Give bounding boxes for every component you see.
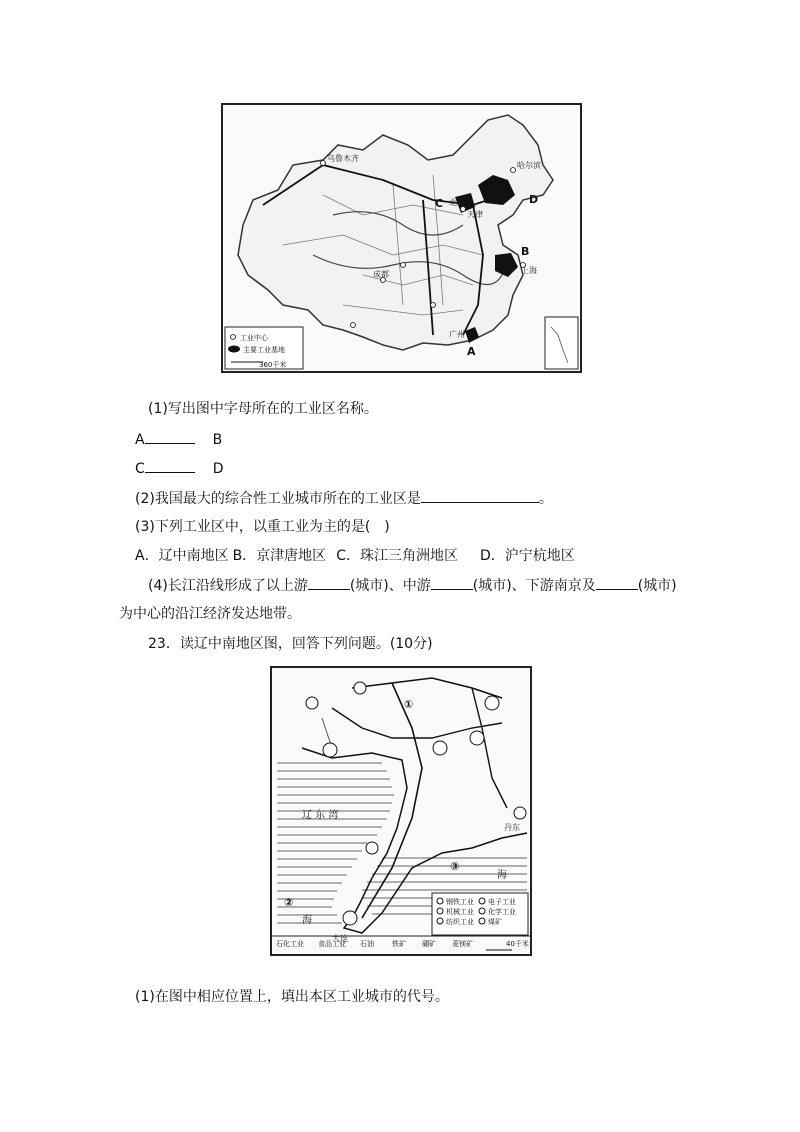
map1-label-d: D xyxy=(529,193,539,206)
map2-circled-2: ② xyxy=(284,896,294,909)
city-urumqi-label: 乌鲁木齐 xyxy=(327,154,359,163)
q1-answer-line-cd xyxy=(135,458,224,479)
legend-coal: 煤矿 xyxy=(488,918,502,926)
legend-magnesite: 菱镁矿 xyxy=(452,940,473,948)
q23-sub1: (1)在图中相应位置上，填出本区工业城市的代号。 xyxy=(135,989,449,1005)
q1-answer-line-ab xyxy=(135,429,222,450)
city-chengdu-label: 成都 xyxy=(373,270,389,279)
q2-text: (2)我国最大的综合性工业城市所在的工业区是 xyxy=(135,491,421,507)
q4-line2: 为中心的沿江经济发达地带。 xyxy=(119,606,301,622)
legend-steel: 钢铁工业 xyxy=(446,898,474,906)
blank-c[interactable] xyxy=(145,458,195,473)
q1-label-b: B xyxy=(212,432,223,448)
map1-legend-scale: 360千米 xyxy=(259,361,287,369)
map2-huanghai: 海 xyxy=(497,870,507,881)
map2-dandong: 丹东 xyxy=(504,823,520,832)
city-shanghai-label: 上海 xyxy=(521,266,537,275)
legend-machinery: 机械工业 xyxy=(446,908,474,916)
blank-q2[interactable] xyxy=(421,488,539,503)
map2-circled-1: ① xyxy=(404,698,414,711)
map2-dalian: 大连 xyxy=(332,934,348,943)
liaozhongnan-map xyxy=(270,666,532,956)
q3-options xyxy=(135,546,575,566)
q3-option-b[interactable]: B．京津唐地区 xyxy=(232,548,327,564)
q1-label-d: D xyxy=(212,461,224,477)
legend-textile: 纺织工业 xyxy=(446,918,474,926)
city-harbin-label: 哈尔滨 xyxy=(517,161,541,170)
q4-part1: (4)长江沿线形成了以上游 xyxy=(148,578,308,594)
q2-end: 。 xyxy=(538,491,553,507)
city-guangzhou-label: 广州 xyxy=(449,330,465,339)
blank-q4-upper[interactable] xyxy=(308,575,350,590)
q4-part3: (城市)、下游南京及 xyxy=(472,578,596,594)
q1-label-c: C xyxy=(135,461,145,477)
map1-legend-base: 主要工业基地 xyxy=(243,346,285,354)
legend-oil: 石油 xyxy=(360,940,374,948)
map1-label-b: B xyxy=(521,245,530,258)
q2-line xyxy=(135,488,553,509)
legend-chemical: 化学工业 xyxy=(488,908,516,916)
q3-option-c[interactable]: C．珠江三角洲地区 xyxy=(336,548,458,564)
city-tianjin-label: 天津 xyxy=(467,210,483,219)
q3-option-a[interactable]: A．辽中南地区 xyxy=(135,548,229,564)
blank-a[interactable] xyxy=(145,429,195,444)
map2-scale: 40千米 xyxy=(506,940,529,948)
map2-liaodong-bay: 辽 东 湾 xyxy=(302,810,339,821)
legend-electronics: 电子工业 xyxy=(488,898,516,906)
china-map-graphic xyxy=(223,105,580,371)
blank-q4-middle[interactable] xyxy=(431,575,473,590)
map2-bohai: 海 xyxy=(302,915,312,926)
legend-iron: 铁矿 xyxy=(392,940,406,948)
q3-option-d[interactable]: D．沪宁杭地区 xyxy=(479,548,575,564)
q1-instruction: (1)写出图中字母所在的工业区名称。 xyxy=(148,401,378,417)
q23-title: 23．读辽中南地区图，回答下列问题。(10分) xyxy=(148,636,433,652)
map1-label-c: C xyxy=(435,197,444,210)
q4-line1 xyxy=(148,575,677,596)
map1-label-a: A xyxy=(467,345,476,358)
blank-q4-lower[interactable] xyxy=(596,575,638,590)
map2-circled-3: ③ xyxy=(450,860,460,873)
q1-label-a: A xyxy=(135,432,145,448)
legend-food: 食品工业 xyxy=(318,940,346,948)
city-beijing-label: 北京 xyxy=(449,198,465,207)
q4-part2: (城市)、中游 xyxy=(349,578,431,594)
liaozhongnan-map-graphic xyxy=(272,668,530,954)
legend-petrochem: 石化工业 xyxy=(276,940,304,948)
map1-legend-center: 工业中心 xyxy=(240,334,268,342)
legend-boron: 硼矿 xyxy=(422,940,436,948)
q3-text: (3)下列工业区中，以重工业为主的是( ) xyxy=(135,519,390,535)
china-industry-map xyxy=(221,103,582,373)
q4-part4: (城市) xyxy=(637,578,677,594)
